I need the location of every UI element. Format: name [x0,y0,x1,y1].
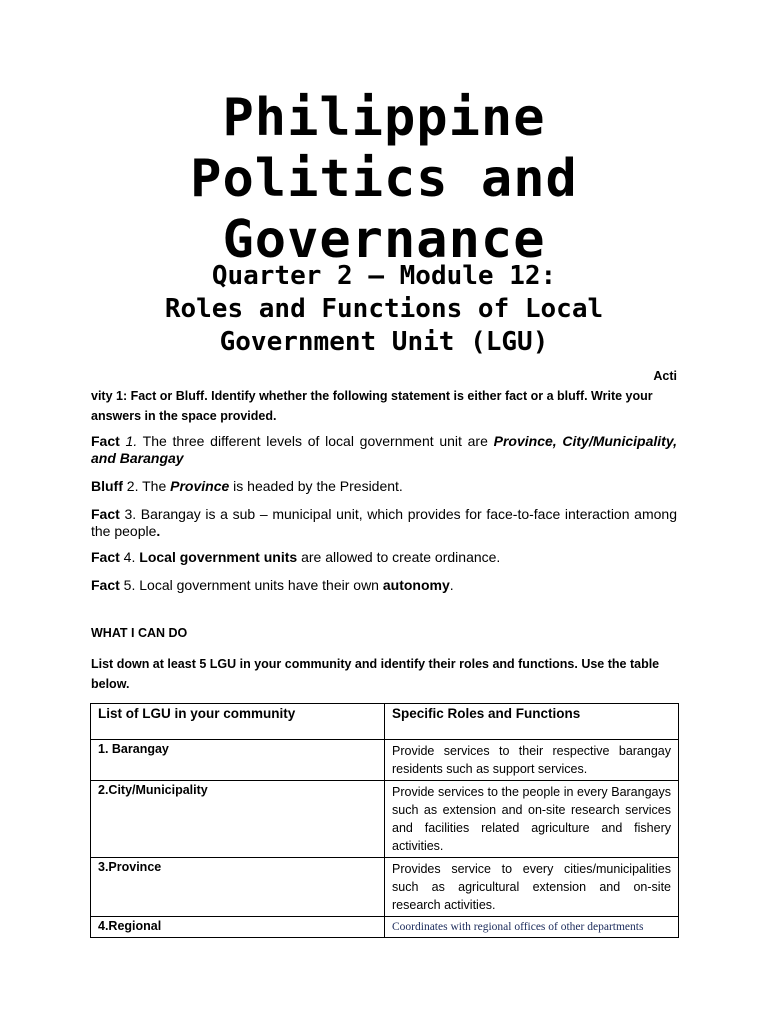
statement-3 [91,506,677,540]
statement-text: The three different levels of local government unit are [137,433,494,449]
subtitle-line: Government Unit (LGU) [219,327,549,357]
statement-text: autonomy [382,577,450,593]
activity-text: vity 1: Fact or Bluff. Identify whether the following statement is either fact or a bluff. Write your answers in the space provided. [91,389,653,423]
statement-number: 5. [119,577,136,593]
section-heading: WHAT I CAN DO [91,626,188,640]
column-header: List of LGU in your community [91,704,385,740]
table-header-row [91,704,679,740]
statement-1 [91,433,677,467]
statement-number: 3. [119,506,137,522]
answer-label: Bluff [91,478,123,494]
statement-text: Province [170,478,230,494]
statement-text: Province, City/Municipality, and Barangay [91,433,677,466]
role-cell: Provide services to their respective barangay residents such as support services. [385,740,679,781]
statement-text: . [449,577,454,593]
statement-number: 1. [119,433,138,449]
role-cell: Provides service to every cities/municipalities such as agricultural extension and on-site research activities. [385,858,679,917]
role-cell: Coordinates with regional offices of other departments [385,917,679,938]
statement-number: 2. [122,478,139,494]
statement-2 [91,478,677,495]
answer-label: Fact [91,577,120,593]
statement-text: . [156,523,161,539]
statement-text: are allowed to create ordinance. [297,549,501,565]
module-title [0,88,768,271]
table-row [91,781,679,858]
subtitle-line: Quarter 2 – Module 12: [211,261,557,291]
statement-5 [91,577,677,594]
statement-text: Barangay is a sub – municipal unit, which provides for face-to-face interaction among the people [91,506,677,539]
lgu-cell: 3.Province [91,858,385,917]
statement-text: The [138,478,171,494]
lgu-cell: 2.City/Municipality [91,781,385,858]
role-cell: Provide services to the people in every Barangays such as extension and on-site research services and facilities related agriculture and fishery activities. [385,781,679,858]
statement-text: Local government units have their own [135,577,383,593]
statement-4 [91,549,677,566]
answer-label: Fact [91,506,120,522]
table-row [91,740,679,781]
title-line: Philippine [222,88,546,148]
statement-text: is headed by the President. [229,478,403,494]
activity-fragment: Acti [653,369,677,383]
table-row [91,858,679,917]
title-line: Politics and [190,149,578,209]
statement-text: Local government units [139,549,298,565]
statement-number: 4. [119,549,136,565]
module-subtitle [0,260,768,359]
subtitle-line: Roles and Functions of Local [164,294,604,324]
section-instruction: List down at least 5 LGU in your community and identify their roles and functions. Use the table below. [91,657,660,691]
activity-instructions [91,366,677,426]
answer-label: Fact [91,549,120,565]
lgu-cell: 4.Regional [91,917,385,938]
lgu-cell: 1. Barangay [91,740,385,781]
table-row [91,917,679,938]
title-line: Governance [222,210,546,270]
answer-label: Fact [91,433,120,449]
column-header: Specific Roles and Functions [385,704,679,740]
lgu-table [90,703,679,938]
